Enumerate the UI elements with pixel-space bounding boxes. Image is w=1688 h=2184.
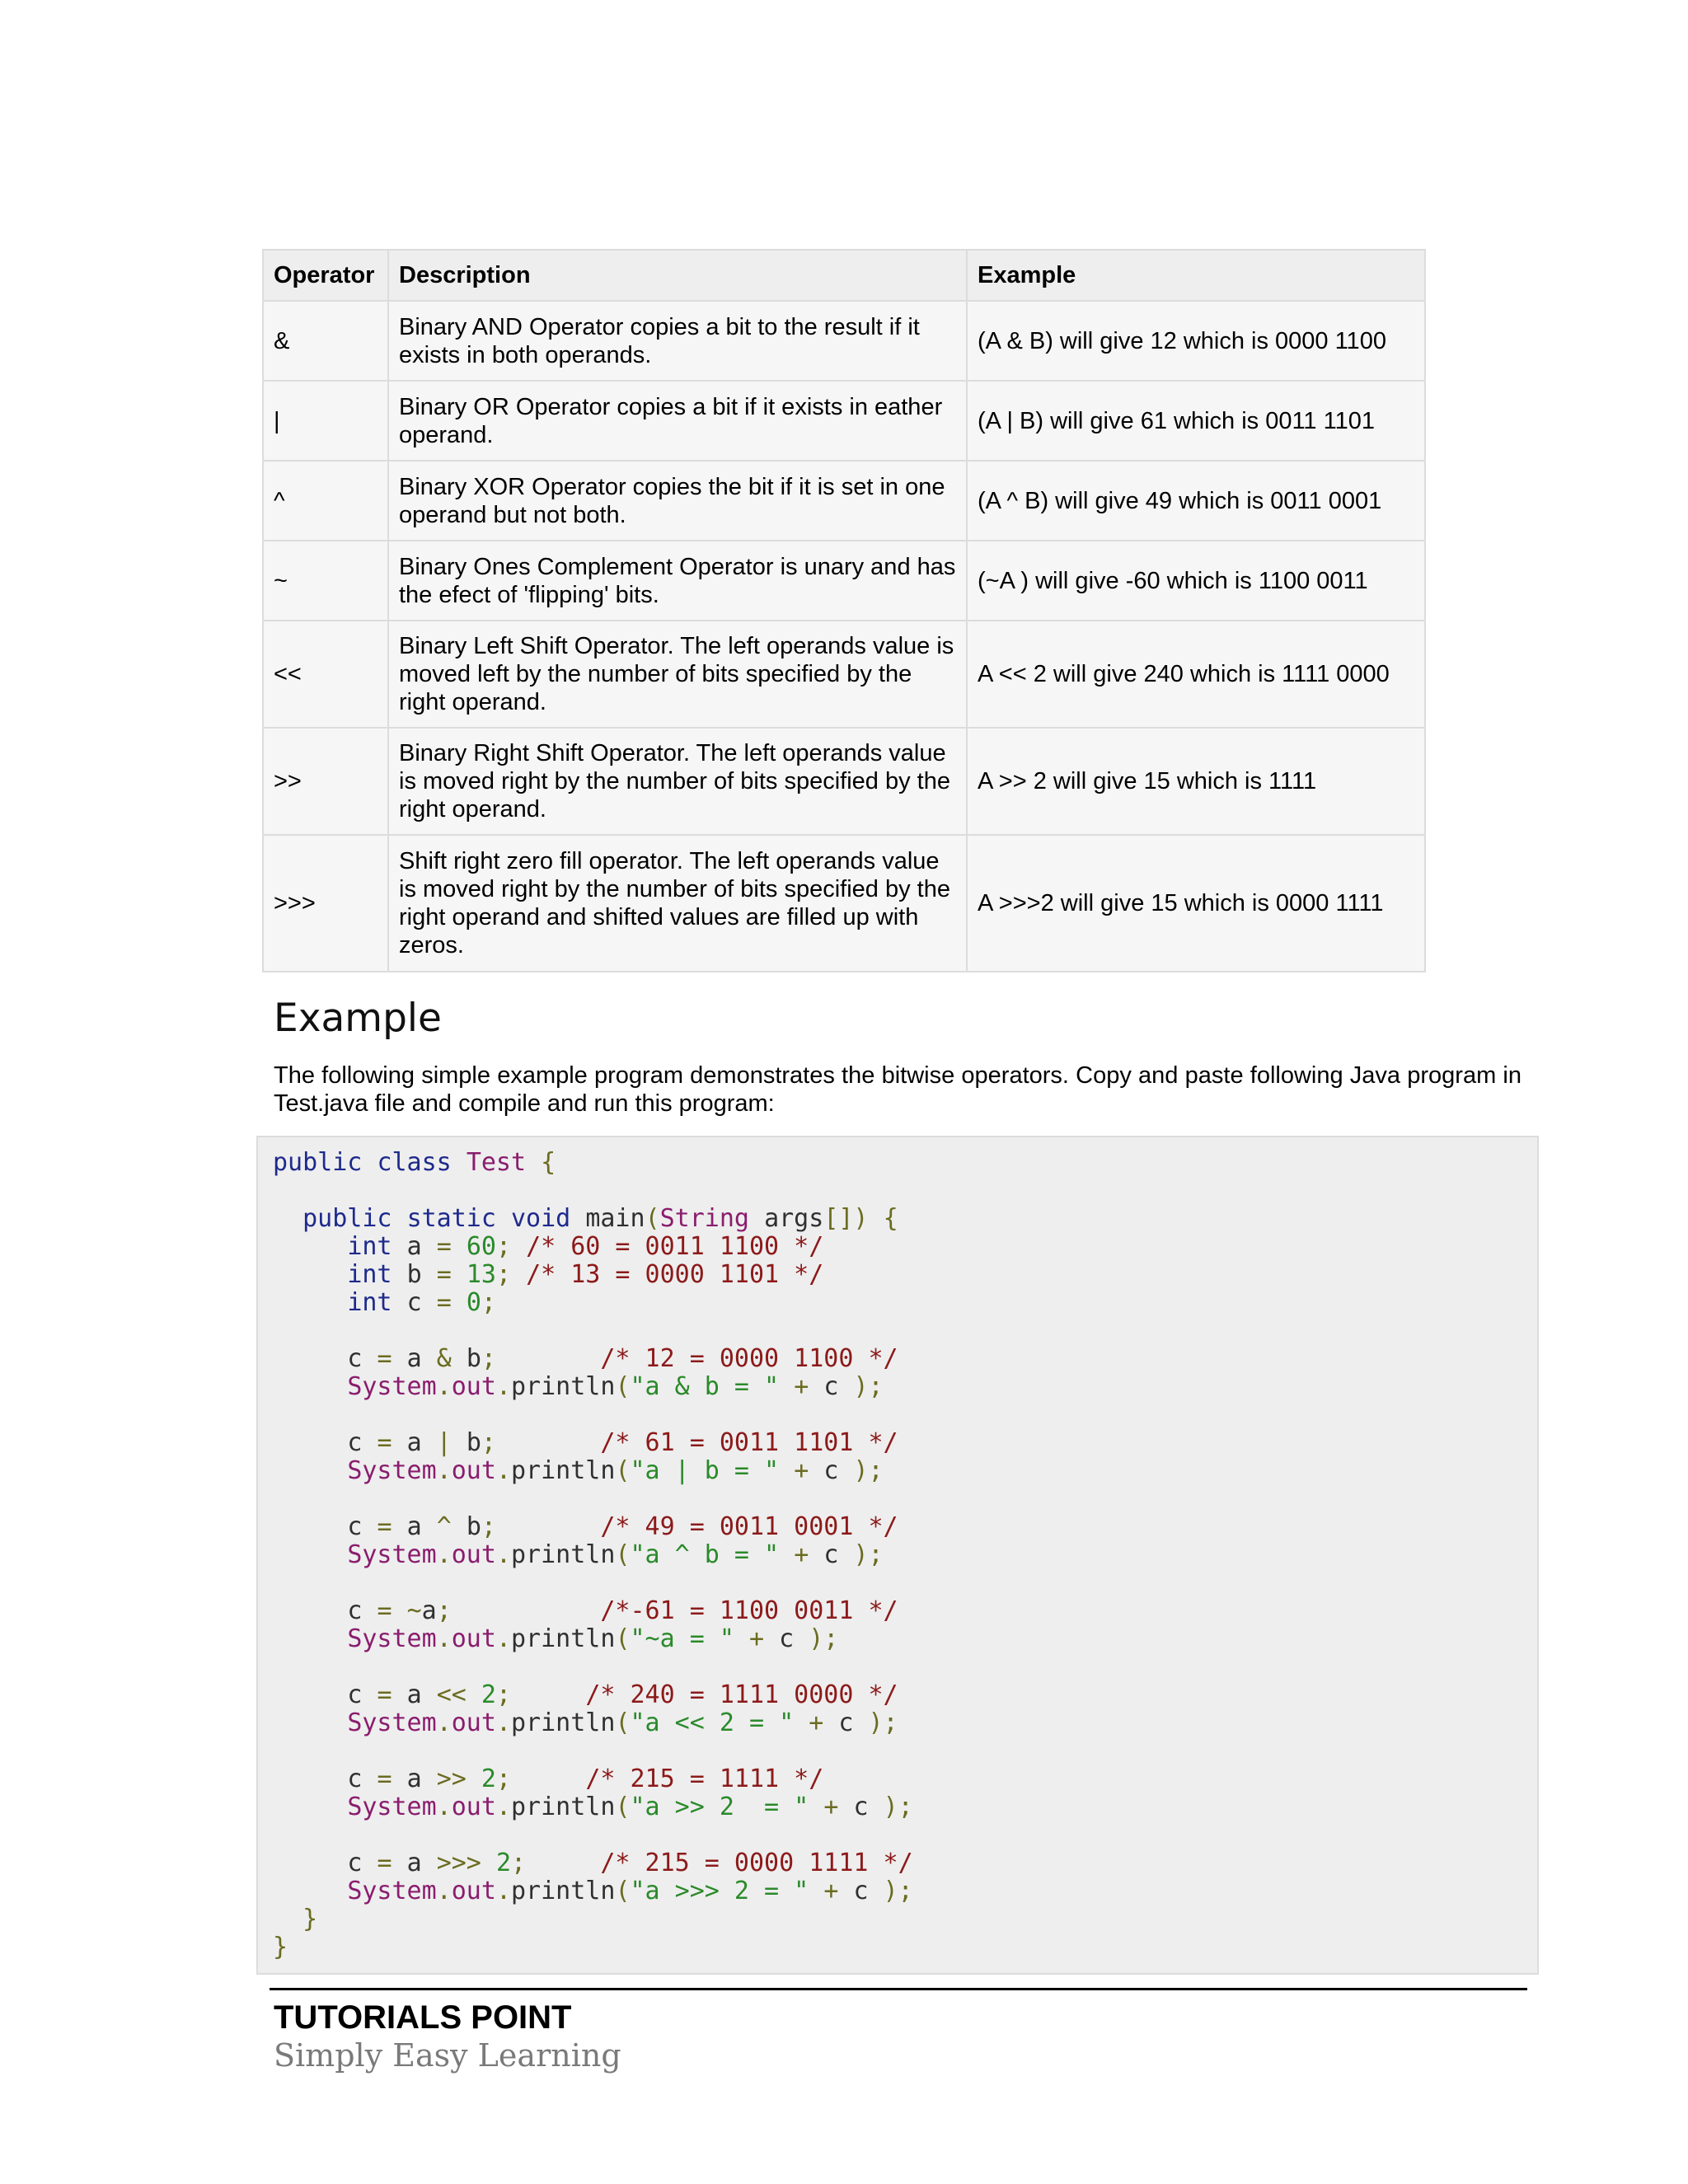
description-cell: Binary OR Operator copies a bit if it exists in eather operand. bbox=[388, 381, 967, 461]
example-cell: (A ^ B) will give 49 which is 0011 0001 bbox=[967, 461, 1425, 541]
code-line: System.out.println("a >>> 2 = " + c ); bbox=[347, 1877, 913, 1905]
code-line: System.out.println("a & b = " + c ); bbox=[347, 1372, 884, 1401]
table-row bbox=[263, 728, 1425, 835]
operator-cell: ^ bbox=[263, 461, 388, 541]
operator-cell: | bbox=[263, 381, 388, 461]
code-line bbox=[273, 1569, 1537, 1597]
code-line: System.out.println("a << 2 = " + c ); bbox=[347, 1708, 898, 1737]
table-row bbox=[263, 541, 1425, 621]
example-cell: (A | B) will give 61 which is 0011 1101 bbox=[967, 381, 1425, 461]
code-content bbox=[273, 1149, 1537, 1961]
java-code-block bbox=[256, 1136, 1539, 1975]
footer-divider bbox=[270, 1988, 1527, 1990]
code-line: } bbox=[302, 1905, 318, 1933]
table-row bbox=[263, 461, 1425, 541]
code-line: c = a >> 2; /* 215 = 1111 */ bbox=[347, 1765, 824, 1793]
example-cell: A >>>2 will give 15 which is 0000 1111 bbox=[967, 835, 1425, 972]
table-row bbox=[263, 621, 1425, 728]
bitwise-operators-table bbox=[262, 249, 1426, 972]
operator-cell: << bbox=[263, 621, 388, 728]
code-line: c = a << 2; /* 240 = 1111 0000 */ bbox=[347, 1680, 898, 1709]
code-line bbox=[273, 1821, 1537, 1849]
code-line: System.out.println("~a = " + c ); bbox=[347, 1624, 839, 1653]
operator-cell: >> bbox=[263, 728, 388, 835]
example-cell: (~A ) will give -60 which is 1100 0011 bbox=[967, 541, 1425, 621]
code-line bbox=[273, 1177, 1537, 1205]
description-cell: Binary Ones Complement Operator is unary and has the efect of 'flipping' bits. bbox=[388, 541, 967, 621]
operator-cell: ~ bbox=[263, 541, 388, 621]
code-line: System.out.println("a >> 2 = " + c ); bbox=[347, 1793, 913, 1821]
description-cell: Binary AND Operator copies a bit to the result if it exists in both operands. bbox=[388, 301, 967, 381]
example-cell: A << 2 will give 240 which is 1111 0000 bbox=[967, 621, 1425, 728]
column-header-description: Description bbox=[388, 250, 967, 301]
code-line: } bbox=[273, 1933, 288, 1961]
code-line: public static void main(String args[]) { bbox=[302, 1204, 898, 1233]
code-line: public class Test { bbox=[273, 1148, 556, 1177]
code-line bbox=[273, 1401, 1537, 1429]
code-line: int b = 13; /* 13 = 0000 1101 */ bbox=[347, 1260, 824, 1289]
description-cell: Binary Left Shift Operator. The left operands value is moved left by the number of bits specified by the right operand. bbox=[388, 621, 967, 728]
code-line: c = a >>> 2; /* 215 = 0000 1111 */ bbox=[347, 1849, 913, 1877]
footer-brand: TUTORIALS POINT bbox=[274, 1999, 572, 2036]
column-header-example: Example bbox=[967, 250, 1425, 301]
operator-cell: & bbox=[263, 301, 388, 381]
example-cell: A >> 2 will give 15 which is 1111 bbox=[967, 728, 1425, 835]
code-line: c = a ^ b; /* 49 = 0011 0001 */ bbox=[347, 1512, 898, 1541]
table-header-row bbox=[263, 250, 1425, 301]
code-line: System.out.println("a | b = " + c ); bbox=[347, 1456, 884, 1485]
description-cell: Binary Right Shift Operator. The left operands value is moved right by the number of bits specified by the right operand. bbox=[388, 728, 967, 835]
code-line bbox=[273, 1317, 1537, 1345]
example-cell: (A & B) will give 12 which is 0000 1100 bbox=[967, 301, 1425, 381]
code-line: c = a & b; /* 12 = 0000 1100 */ bbox=[347, 1344, 898, 1373]
column-header-operator: Operator bbox=[263, 250, 388, 301]
table-row bbox=[263, 301, 1425, 381]
code-line: c = a | b; /* 61 = 0011 1101 */ bbox=[347, 1428, 898, 1457]
description-cell: Binary XOR Operator copies the bit if it is set in one operand but not both. bbox=[388, 461, 967, 541]
table-row bbox=[263, 381, 1425, 461]
table-row bbox=[263, 835, 1425, 972]
example-heading: Example bbox=[274, 996, 442, 1041]
code-line bbox=[273, 1653, 1537, 1681]
code-line: int c = 0; bbox=[347, 1288, 496, 1317]
code-line: c = ~a; /*-61 = 1100 0011 */ bbox=[347, 1596, 898, 1625]
code-line bbox=[273, 1485, 1537, 1513]
footer-tagline: Simply Easy Learning bbox=[274, 2037, 621, 2074]
example-intro-paragraph: The following simple example program demonstrates the bitwise operators. Copy and paste following Java program in Test.java file and compile and run this program: bbox=[274, 1062, 1522, 1117]
operator-cell: >>> bbox=[263, 835, 388, 972]
code-line bbox=[273, 1737, 1537, 1765]
code-line: System.out.println("a ^ b = " + c ); bbox=[347, 1540, 884, 1569]
code-line: int a = 60; /* 60 = 0011 1100 */ bbox=[347, 1232, 824, 1261]
description-cell: Shift right zero fill operator. The left operands value is moved right by the number of bits specified by the right operand and shifted values are filled up with zeros. bbox=[388, 835, 967, 972]
